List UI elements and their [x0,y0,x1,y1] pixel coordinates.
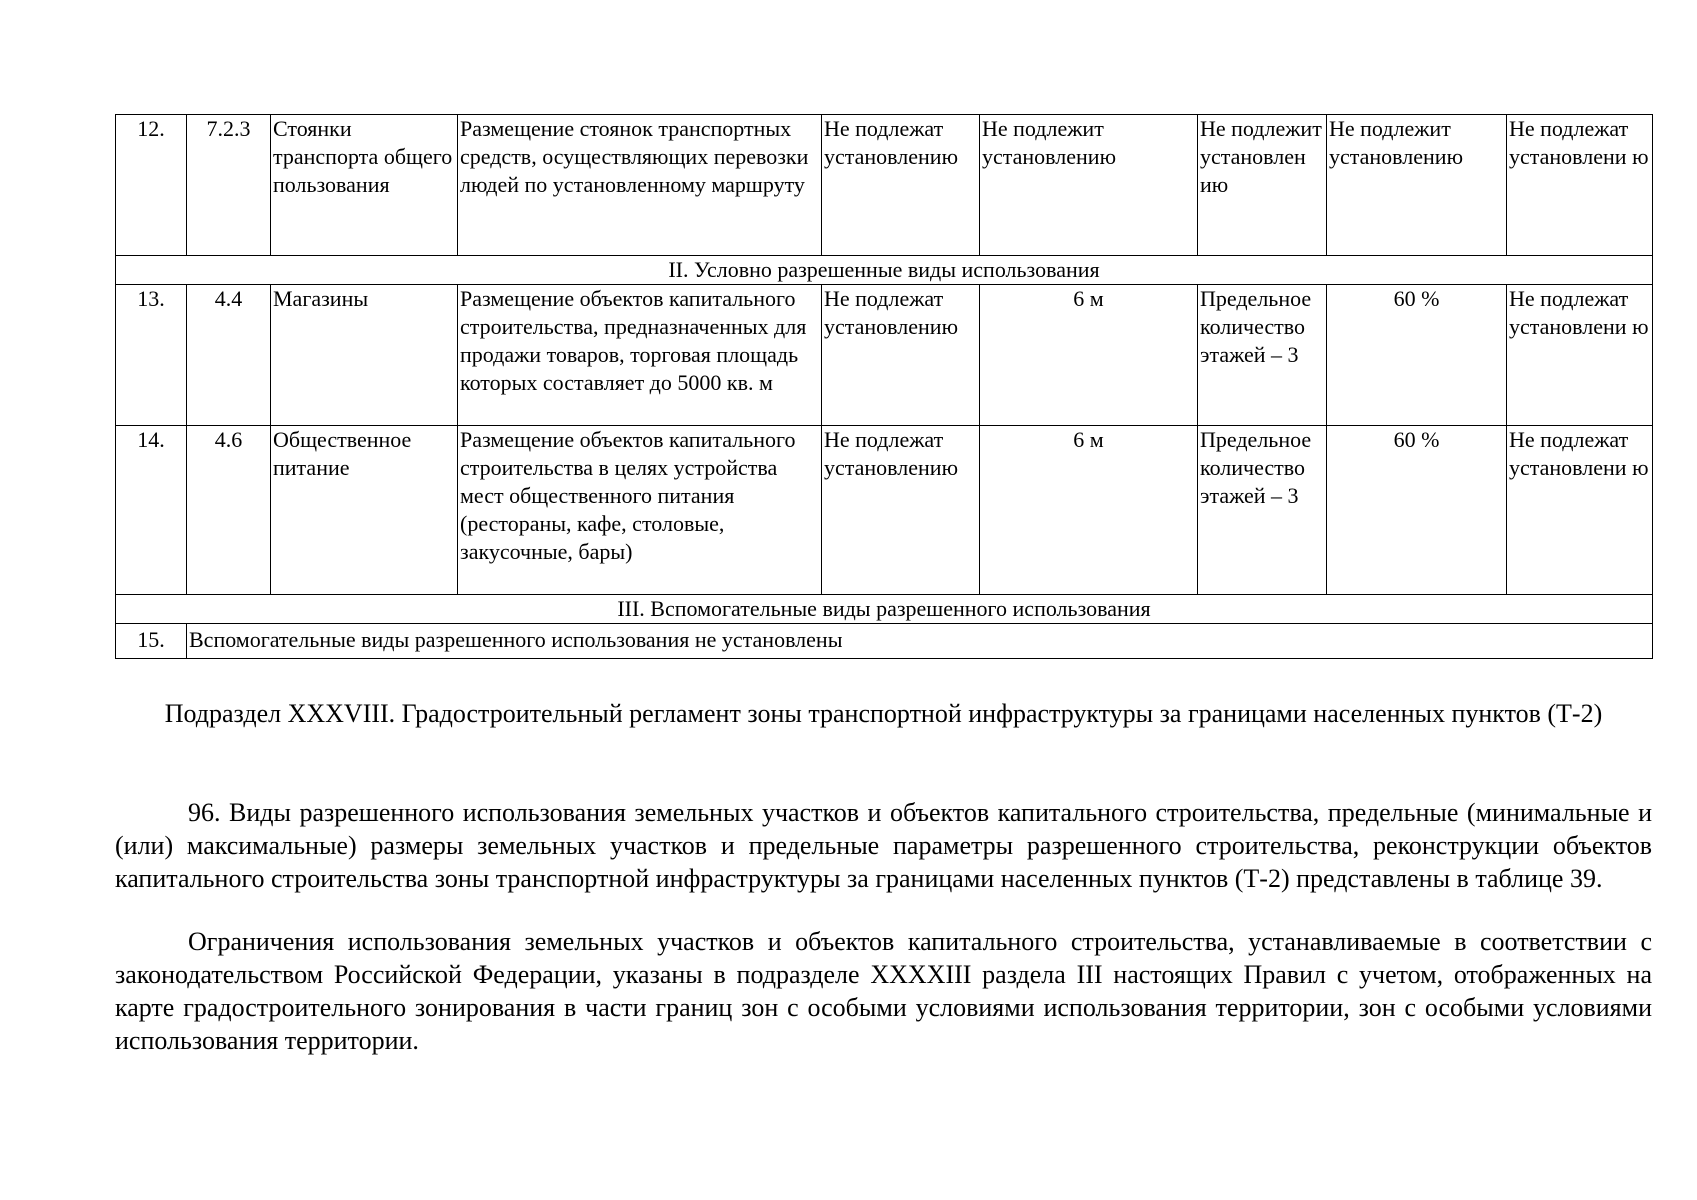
row-number: 13. [116,285,187,426]
section-heading: II. Условно разрешенные виды использования [116,256,1653,285]
row-number: 15. [116,624,187,659]
row-code: 4.4 [187,285,271,426]
paragraph-restrictions: Ограничения использования земельных участков и объектов капитального строительства, устанавливаемые в соответствии с законодательством Российской Федерации, указаны в подразделе XXXXIII раздела III настоящих Правил с учетом, отображенных на карте градостроительного зонирования в части границ зон с особыми условиями использования территории, зон с особыми условиями использования территории. [115,927,1652,1055]
cell-plot-size: Не подлежат установлению [822,285,980,426]
section-heading: III. Вспомогательные виды разрешенного использования [116,595,1653,624]
row-number: 12. [116,115,187,256]
cell-floors: Предельное количество этажей – 3 [1198,426,1327,595]
cell-other: Не подлежат установлени ю [1507,285,1653,426]
table-row [116,624,1653,659]
cell-setback: Не подлежит установлению [980,115,1198,256]
cell-plot-size: Не подлежат установлению [822,426,980,595]
table-row [116,426,1653,595]
cell-floors: Не подлежит установлен ию [1198,115,1327,256]
table-row [116,285,1653,426]
row-name: Стоянки транспорта общего пользования [271,115,458,256]
paragraph-96: 96. Виды разрешенного использования земельных участков и объектов капитального строительства, предельные (минимальные и (или) максимальные) размеры земельных участков и предельные параметры разрешенного строительства, реконструкции объектов капитального строительства зоны транспортной инфраструктуры за границами населенных пунктов (Т-2) представлены в таблице 39. [115,798,1652,893]
row-description: Размещение объектов капитального строительства в целях устройства мест общественного питания (рестораны, кафе, столовые, закусочные, бары) [458,426,822,595]
row-code: 7.2.3 [187,115,271,256]
cell-other: Не подлежат установлени ю [1507,115,1653,256]
cell-other: Не подлежат установлени ю [1507,426,1653,595]
row-code: 4.6 [187,426,271,595]
table-row [116,115,1653,256]
section-header-row [116,595,1653,624]
subsection-title: Подраздел XXXVIII. Градостроительный регламент зоны транспортной инфраструктуры за границами населенных пунктов (Т-2) [164,699,1603,728]
cell-plot-size: Не подлежат установлению [822,115,980,256]
cell-coverage: Не подлежит установлению [1327,115,1507,256]
row-number: 14. [116,426,187,595]
row-description: Размещение стоянок транспортных средств, осуществляющих перевозки людей по установленному маршруту [458,115,822,256]
cell-coverage: 60 % [1327,426,1507,595]
section-header-row [116,256,1653,285]
cell-floors: Предельное количество этажей – 3 [1198,285,1327,426]
land-use-table [115,114,1652,659]
row-name: Магазины [271,285,458,426]
row-description: Размещение объектов капитального строительства, предназначенных для продажи товаров, торговая площадь которых составляет до 5000 кв. м [458,285,822,426]
row-text: Вспомогательные виды разрешенного использования не установлены [187,624,1653,659]
row-name: Общественное питание [271,426,458,595]
cell-coverage: 60 % [1327,285,1507,426]
cell-setback: 6 м [980,426,1198,595]
cell-setback: 6 м [980,285,1198,426]
